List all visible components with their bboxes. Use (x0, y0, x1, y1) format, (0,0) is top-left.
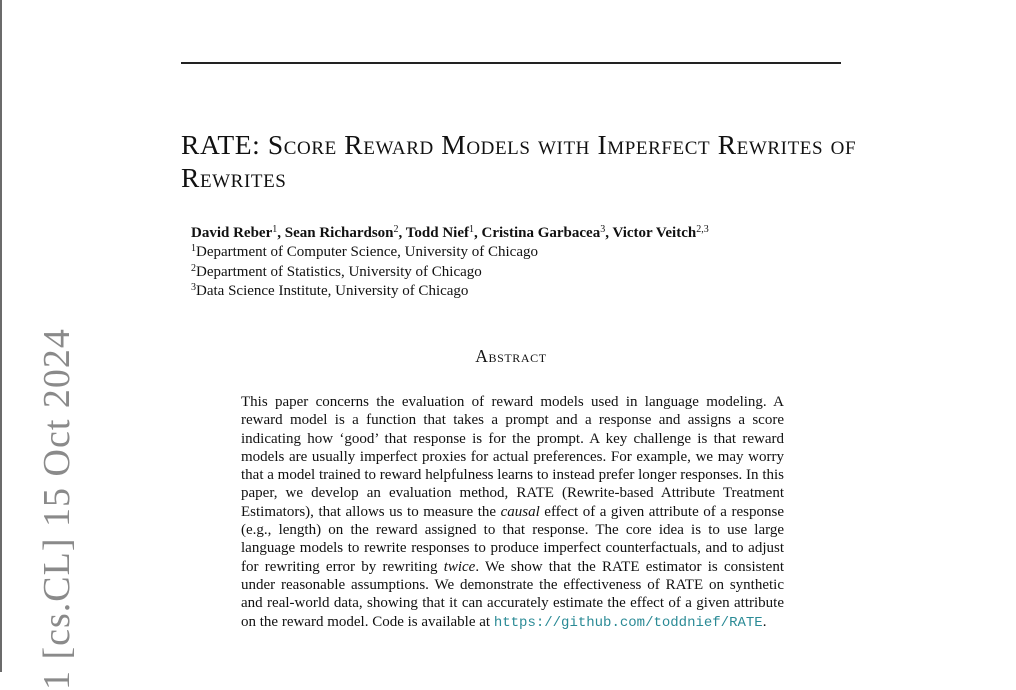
affiliation-text: Department of Statistics, University of Chicago (196, 263, 482, 280)
code-link[interactable]: https://github.com/toddnief/RATE (493, 614, 763, 631)
author-affiliation-mark: 2 (393, 224, 399, 235)
author-name: Victor Veitch (612, 225, 697, 241)
arxiv-stamp: 1 [cs.CL] 15 Oct 2024 (36, 328, 78, 690)
author-name: David Reber (191, 225, 273, 241)
affiliation (191, 282, 851, 302)
abstract-text: . (762, 613, 767, 630)
affiliation (191, 243, 851, 263)
affiliation-list (191, 243, 851, 302)
affiliation-number: 3 (191, 282, 196, 293)
author-name: Sean Richardson (284, 225, 394, 241)
author-affiliation-mark: 3 (600, 224, 606, 235)
abstract-text: This paper concerns the evaluation of reward models used in language modeling. A reward model is a function that takes a prompt and a response and assigns a score indicating how ‘good’ that response is for the prompt. A key challenge is that reward models are usually imperfect proxies for actual preferences. For example, we may worry that a model trained to reward helpfulness learns to instead prefer longer responses. In this paper, we develop an evaluation method, RATE (Rewrite-based Attribute Treatment Estimators), that allows us to measure the (241, 394, 784, 520)
affiliation-number: 2 (191, 262, 196, 274)
abstract-text: effect of a given attribute of a response (e.g., length) on the reward assigned to that response. The core idea is to use large language models to rewrite responses to produce imperfect counterfactuals, and to adjust for rewriting error by rewriting (241, 503, 784, 575)
author-name: Todd Nief (405, 225, 469, 241)
abstract-text: . We show that the RATE estimator is consistent under reasonable assumptions. We demonstrate the effectiveness of RATE on synthetic and real-world data, showing that it can accurately estimate the effect of a given attribute on the reward model. Code is available at (241, 558, 784, 630)
affiliation-text: Department of Computer Science, University of Chicago (196, 244, 538, 260)
abstract-body (241, 393, 784, 632)
affiliation-number: 1 (191, 243, 196, 254)
affiliation-text: Data Science Institute, University of Chicago (196, 283, 469, 299)
affiliation (191, 263, 851, 283)
page-left-border (0, 0, 2, 672)
author-list: David Reber$^1$, Sean Richardson$^2$, Todd Nief$^1$, Cristina Garbacea$^3$, Victor Veitch$^{2,3}$ (191, 224, 709, 241)
paper-title: RATE: Score Reward Models with Imperfect Rewrites of Rewrites (181, 129, 857, 193)
top-rule (181, 62, 841, 64)
author-affiliation-mark: 1 (468, 224, 474, 235)
abstract-emphasis: causal (500, 503, 540, 520)
author-affiliation-mark: 2,3 (696, 224, 709, 235)
author-affiliation-mark: 1 (272, 224, 278, 235)
author-name: Cristina Garbacea (481, 225, 601, 241)
abstract-emphasis: twice (443, 558, 476, 575)
abstract-heading: Abstract (475, 346, 547, 366)
